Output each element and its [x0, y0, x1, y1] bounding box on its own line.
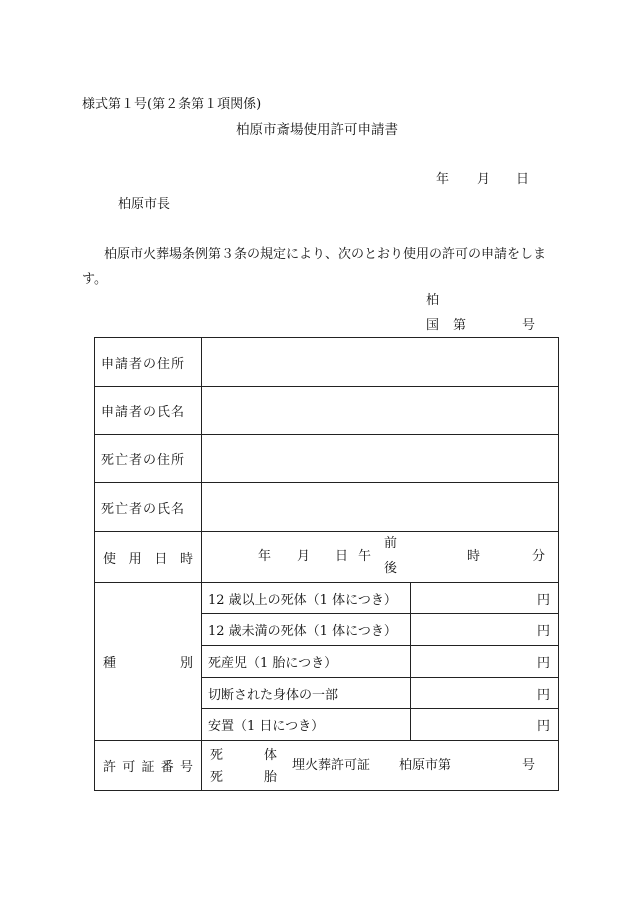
category-fee[interactable]: 円: [411, 646, 559, 678]
category-fee[interactable]: 円: [411, 614, 559, 646]
table-row: [95, 338, 559, 387]
label-char: 日: [154, 551, 168, 567]
category-item: 12 歳以上の死体（1 体につき）: [202, 583, 411, 614]
table-row: [95, 483, 559, 532]
table-row: [95, 387, 559, 435]
table-row: [95, 741, 559, 791]
category-item: 切断された身体の一部: [202, 678, 411, 709]
label-char: 使: [103, 551, 117, 567]
deceased-name-field[interactable]: [202, 483, 559, 532]
date-month: 月: [477, 172, 491, 187]
reference-go: 号: [522, 318, 536, 333]
use-year: 年: [258, 549, 272, 564]
form-number: 様式第１号(第２条第１項関係): [82, 97, 262, 112]
category-item: 12 歳未満の死体（1 体につき）: [202, 614, 411, 646]
label-char: 号: [179, 760, 193, 775]
use-minute: 分: [532, 549, 546, 564]
permit-number-field[interactable]: [202, 741, 559, 791]
label-char: 証: [141, 760, 155, 775]
label-char: 別: [179, 656, 193, 671]
category-label: [95, 583, 202, 741]
reference-kashiwa: 柏: [426, 293, 440, 308]
date-year: 年: [436, 172, 450, 187]
applicant-address-field[interactable]: [202, 338, 559, 387]
table-row: [95, 532, 559, 583]
category-fee[interactable]: 円: [411, 709, 559, 741]
page-title: 柏原市斎場使用許可申請書: [236, 122, 398, 138]
permit-tai-fetus: 胎: [264, 770, 278, 785]
date-day: 日: [516, 172, 530, 187]
applicant-name-label: 申請者の氏名: [95, 387, 202, 435]
deceased-address-field[interactable]: [202, 435, 559, 483]
applicant-name-field[interactable]: [202, 387, 559, 435]
deceased-address-label: 死亡者の住所: [95, 435, 202, 483]
label-char: 時: [179, 551, 193, 567]
table-row: [95, 583, 559, 614]
category-item: 死産児（1 胎につき）: [202, 646, 411, 678]
deceased-name-label: 死亡者の氏名: [95, 483, 202, 532]
application-table: [94, 337, 559, 791]
use-datetime-label: [95, 532, 202, 583]
label-char: 用: [128, 551, 142, 567]
category-item: 安置（1 日につき）: [202, 709, 411, 741]
permit-number-label: [95, 741, 202, 791]
permit-text: 埋火葬許可証: [292, 758, 371, 773]
label-char: 種: [103, 656, 117, 671]
label-char: 可: [122, 760, 136, 775]
permit-shi-1: 死: [210, 748, 224, 763]
reference-dai: 第: [453, 318, 467, 333]
label-char: 番: [160, 760, 174, 775]
permit-city-dai: 柏原市第: [399, 758, 452, 773]
use-datetime-field[interactable]: [202, 532, 559, 583]
label-char: 許: [103, 760, 117, 775]
use-day: 日: [335, 549, 349, 564]
addressee: 柏原市長: [118, 197, 171, 212]
body-text: 柏原市火葬場条例第３条の規定により、次のとおり使用の許可の申請をします。: [82, 247, 547, 287]
reference-koku: 国: [426, 318, 440, 333]
applicant-address-label: 申請者の住所: [95, 338, 202, 387]
category-fee[interactable]: 円: [411, 583, 559, 614]
use-ato: 後: [384, 561, 398, 576]
category-fee[interactable]: 円: [411, 678, 559, 709]
use-hour: 時: [467, 549, 481, 564]
permit-go: 号: [522, 758, 536, 773]
table-row: [95, 435, 559, 483]
use-mae: 前: [384, 536, 398, 551]
permit-shi-2: 死: [210, 770, 224, 785]
use-gozen-go: 午: [358, 549, 372, 564]
permit-tai: 体: [264, 748, 278, 763]
use-month: 月: [297, 549, 311, 564]
